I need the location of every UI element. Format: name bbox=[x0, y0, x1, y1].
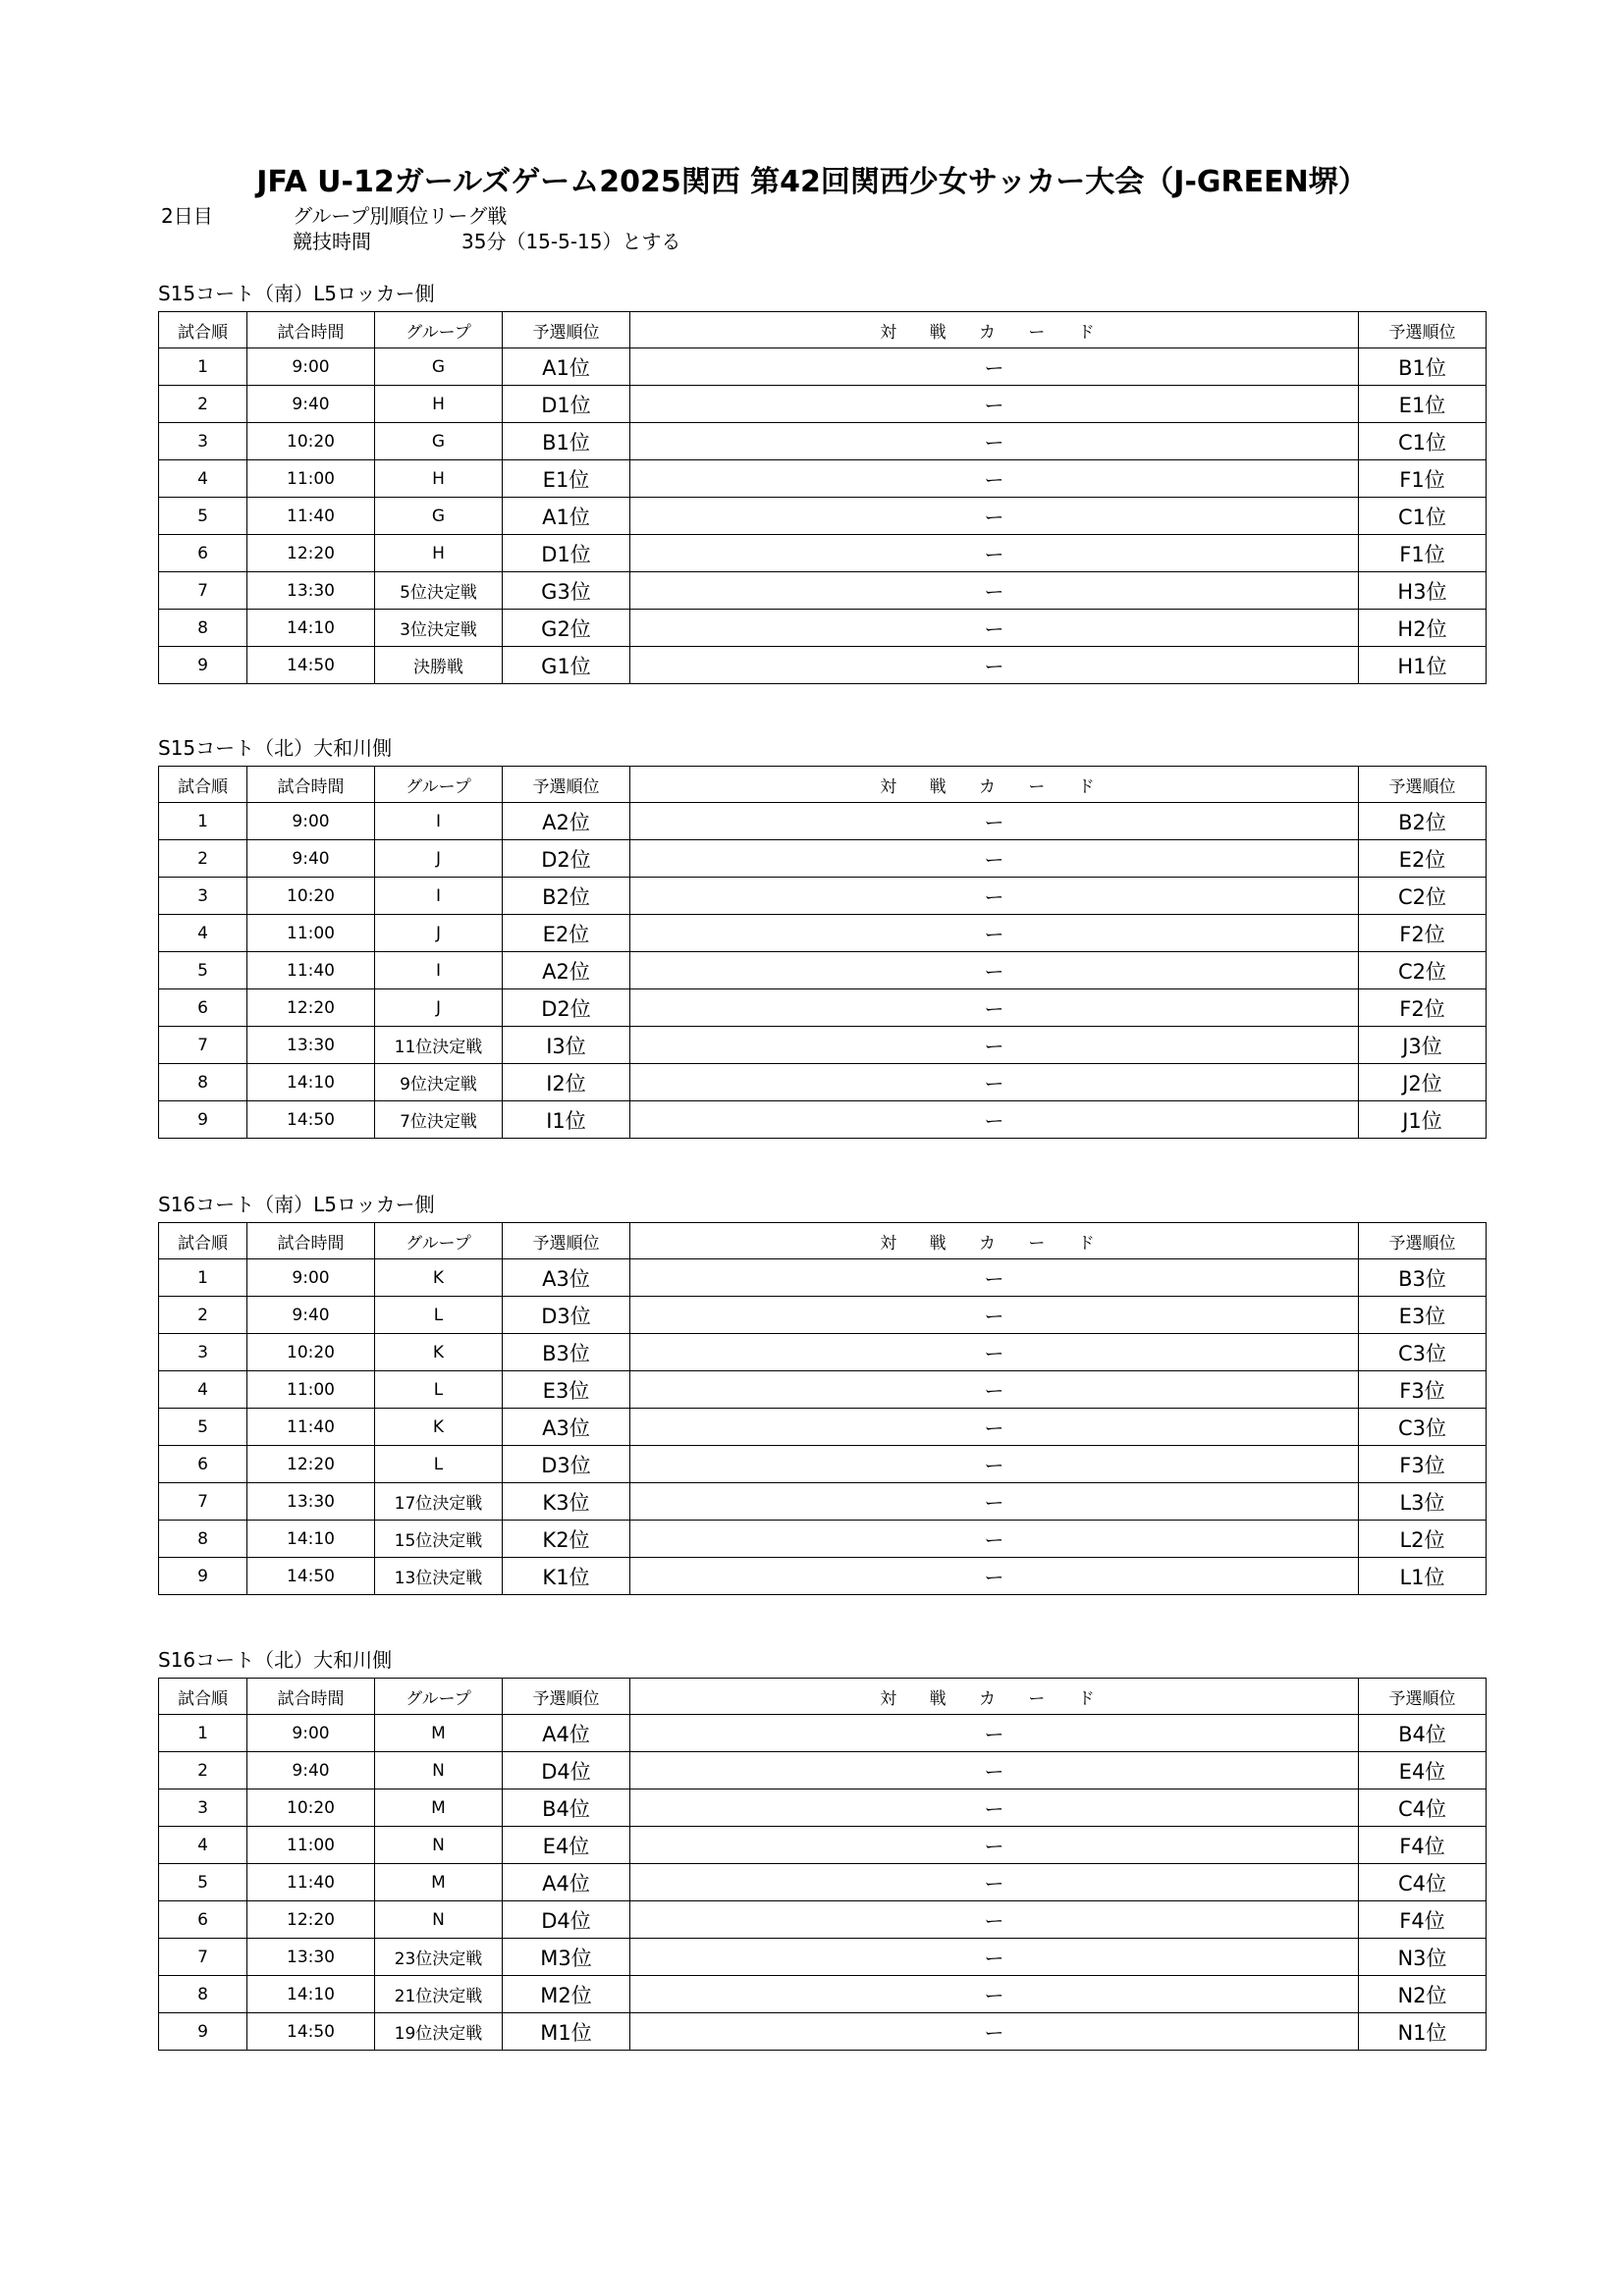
table-row bbox=[159, 647, 1487, 684]
column-header-match-time: 試合時間 bbox=[247, 312, 375, 348]
group-cell: J bbox=[375, 840, 503, 878]
table-row bbox=[159, 572, 1487, 610]
table-row bbox=[159, 460, 1487, 498]
court-title: S16コート（北）大和川側 bbox=[158, 1648, 393, 1672]
qualifying-rank-left-cell: B1位 bbox=[503, 423, 630, 460]
match-card-cell: ー bbox=[630, 1558, 1359, 1595]
qualifying-rank-right-cell: F4位 bbox=[1359, 1827, 1487, 1864]
court-section bbox=[158, 734, 1486, 1139]
table-row bbox=[159, 610, 1487, 647]
match-card-cell: ー bbox=[630, 1297, 1359, 1334]
qualifying-rank-right-cell: C1位 bbox=[1359, 498, 1487, 535]
match-time-cell: 11:00 bbox=[247, 460, 375, 498]
qualifying-rank-left-cell: G3位 bbox=[503, 572, 630, 610]
group-cell: 5位決定戦 bbox=[375, 572, 503, 610]
match-order-cell: 9 bbox=[159, 1558, 247, 1595]
qualifying-rank-right-cell: F4位 bbox=[1359, 1901, 1487, 1939]
qualifying-rank-right-cell: E4位 bbox=[1359, 1752, 1487, 1789]
table-row bbox=[159, 915, 1487, 952]
table-row bbox=[159, 803, 1487, 840]
group-cell: 9位決定戦 bbox=[375, 1064, 503, 1101]
qualifying-rank-left-cell: K2位 bbox=[503, 1521, 630, 1558]
match-time-cell: 9:00 bbox=[247, 1715, 375, 1752]
qualifying-rank-left-cell: D1位 bbox=[503, 535, 630, 572]
match-card-cell: ー bbox=[630, 348, 1359, 386]
column-header-match-order: 試合順 bbox=[159, 1223, 247, 1259]
match-time-cell: 9:00 bbox=[247, 1259, 375, 1297]
match-order-cell: 3 bbox=[159, 1789, 247, 1827]
header-row bbox=[159, 1679, 1487, 1715]
match-card-cell: ー bbox=[630, 1715, 1359, 1752]
qualifying-rank-right-cell: C1位 bbox=[1359, 423, 1487, 460]
qualifying-rank-right-cell: N2位 bbox=[1359, 1976, 1487, 2013]
column-header-match-card: 対 戦 カ ー ド bbox=[630, 312, 1359, 348]
group-cell: L bbox=[375, 1297, 503, 1334]
match-time-cell: 11:00 bbox=[247, 915, 375, 952]
duration-label: 競技時間 bbox=[293, 230, 371, 253]
group-cell: H bbox=[375, 460, 503, 498]
match-order-cell: 6 bbox=[159, 535, 247, 572]
group-cell: 23位決定戦 bbox=[375, 1939, 503, 1976]
match-order-cell: 4 bbox=[159, 915, 247, 952]
qualifying-rank-left-cell: E3位 bbox=[503, 1371, 630, 1409]
match-time-cell: 13:30 bbox=[247, 1483, 375, 1521]
match-order-cell: 3 bbox=[159, 423, 247, 460]
qualifying-rank-left-cell: A4位 bbox=[503, 1715, 630, 1752]
table-row bbox=[159, 1715, 1487, 1752]
match-card-cell: ー bbox=[630, 1259, 1359, 1297]
match-order-cell: 2 bbox=[159, 1752, 247, 1789]
table-row bbox=[159, 1827, 1487, 1864]
qualifying-rank-right-cell: H1位 bbox=[1359, 647, 1487, 684]
table-row bbox=[159, 1371, 1487, 1409]
match-time-cell: 10:20 bbox=[247, 1334, 375, 1371]
header-row bbox=[159, 1223, 1487, 1259]
qualifying-rank-right-cell: E2位 bbox=[1359, 840, 1487, 878]
group-cell: 19位決定戦 bbox=[375, 2013, 503, 2051]
table-row bbox=[159, 1789, 1487, 1827]
match-order-cell: 4 bbox=[159, 1827, 247, 1864]
match-time-cell: 13:30 bbox=[247, 572, 375, 610]
table-row bbox=[159, 386, 1487, 423]
group-cell: K bbox=[375, 1334, 503, 1371]
qualifying-rank-left-cell: I3位 bbox=[503, 1027, 630, 1064]
header-row bbox=[159, 312, 1487, 348]
qualifying-rank-left-cell: A1位 bbox=[503, 348, 630, 386]
match-order-cell: 5 bbox=[159, 952, 247, 989]
group-cell: 決勝戦 bbox=[375, 647, 503, 684]
schedule-table bbox=[158, 766, 1487, 1139]
table-row bbox=[159, 423, 1487, 460]
table-row bbox=[159, 1409, 1487, 1446]
column-header-qualifying-rank-left: 予選順位 bbox=[503, 312, 630, 348]
group-cell: I bbox=[375, 803, 503, 840]
match-card-cell: ー bbox=[630, 1334, 1359, 1371]
match-time-cell: 10:20 bbox=[247, 1789, 375, 1827]
match-time-cell: 14:50 bbox=[247, 1101, 375, 1139]
group-cell: L bbox=[375, 1446, 503, 1483]
table-row bbox=[159, 1064, 1487, 1101]
court-title: S15コート（南）L5ロッカー側 bbox=[158, 282, 435, 305]
table-row bbox=[159, 1027, 1487, 1064]
match-card-cell: ー bbox=[630, 460, 1359, 498]
match-time-cell: 11:40 bbox=[247, 952, 375, 989]
day-label: 2日目 bbox=[161, 204, 213, 228]
qualifying-rank-right-cell: J1位 bbox=[1359, 1101, 1487, 1139]
group-cell: 17位決定戦 bbox=[375, 1483, 503, 1521]
match-time-cell: 13:30 bbox=[247, 1939, 375, 1976]
match-order-cell: 6 bbox=[159, 1446, 247, 1483]
match-card-cell: ー bbox=[630, 647, 1359, 684]
match-card-cell: ー bbox=[630, 1939, 1359, 1976]
match-time-cell: 10:20 bbox=[247, 423, 375, 460]
match-order-cell: 6 bbox=[159, 1901, 247, 1939]
match-card-cell: ー bbox=[630, 915, 1359, 952]
column-header-match-time: 試合時間 bbox=[247, 1223, 375, 1259]
qualifying-rank-left-cell: A1位 bbox=[503, 498, 630, 535]
column-header-qualifying-rank-left: 予選順位 bbox=[503, 767, 630, 803]
qualifying-rank-left-cell: D1位 bbox=[503, 386, 630, 423]
match-card-cell: ー bbox=[630, 1864, 1359, 1901]
column-header-qualifying-rank-right: 予選順位 bbox=[1359, 1223, 1487, 1259]
group-cell: M bbox=[375, 1864, 503, 1901]
group-cell: I bbox=[375, 878, 503, 915]
table-row bbox=[159, 348, 1487, 386]
qualifying-rank-left-cell: K1位 bbox=[503, 1558, 630, 1595]
duration-value: 35分（15-5-15）とする bbox=[461, 230, 681, 253]
qualifying-rank-left-cell: E2位 bbox=[503, 915, 630, 952]
court-section bbox=[158, 1191, 1486, 1595]
match-order-cell: 3 bbox=[159, 1334, 247, 1371]
qualifying-rank-right-cell: F2位 bbox=[1359, 989, 1487, 1027]
match-time-cell: 14:10 bbox=[247, 1976, 375, 2013]
group-cell: N bbox=[375, 1901, 503, 1939]
qualifying-rank-right-cell: F1位 bbox=[1359, 535, 1487, 572]
match-time-cell: 12:20 bbox=[247, 1901, 375, 1939]
table-row bbox=[159, 1521, 1487, 1558]
match-time-cell: 9:40 bbox=[247, 1752, 375, 1789]
match-time-cell: 10:20 bbox=[247, 878, 375, 915]
match-order-cell: 7 bbox=[159, 1027, 247, 1064]
match-card-cell: ー bbox=[630, 840, 1359, 878]
match-card-cell: ー bbox=[630, 803, 1359, 840]
table-row bbox=[159, 2013, 1487, 2051]
table-row bbox=[159, 535, 1487, 572]
qualifying-rank-left-cell: B4位 bbox=[503, 1789, 630, 1827]
group-cell: K bbox=[375, 1409, 503, 1446]
match-card-cell: ー bbox=[630, 535, 1359, 572]
qualifying-rank-left-cell: I2位 bbox=[503, 1064, 630, 1101]
table-row bbox=[159, 1864, 1487, 1901]
qualifying-rank-left-cell: D2位 bbox=[503, 840, 630, 878]
table-row bbox=[159, 1334, 1487, 1371]
column-header-group: グループ bbox=[375, 767, 503, 803]
table-row bbox=[159, 1558, 1487, 1595]
match-order-cell: 7 bbox=[159, 572, 247, 610]
column-header-match-card: 対 戦 カ ー ド bbox=[630, 767, 1359, 803]
qualifying-rank-right-cell: C2位 bbox=[1359, 952, 1487, 989]
table-row bbox=[159, 878, 1487, 915]
column-header-qualifying-rank-right: 予選順位 bbox=[1359, 767, 1487, 803]
match-card-cell: ー bbox=[630, 1446, 1359, 1483]
match-order-cell: 5 bbox=[159, 1409, 247, 1446]
qualifying-rank-left-cell: D3位 bbox=[503, 1297, 630, 1334]
match-time-cell: 11:40 bbox=[247, 1409, 375, 1446]
match-card-cell: ー bbox=[630, 1521, 1359, 1558]
match-card-cell: ー bbox=[630, 989, 1359, 1027]
group-cell: I bbox=[375, 952, 503, 989]
page-title: JFA U-12ガールズゲーム2025関西 第42回関西少女サッカー大会（J-GREEN堺） bbox=[256, 165, 1368, 199]
match-order-cell: 7 bbox=[159, 1483, 247, 1521]
column-header-match-card: 対 戦 カ ー ド bbox=[630, 1679, 1359, 1715]
group-cell: K bbox=[375, 1259, 503, 1297]
schedule-table bbox=[158, 1222, 1487, 1595]
group-cell: 7位決定戦 bbox=[375, 1101, 503, 1139]
match-order-cell: 2 bbox=[159, 840, 247, 878]
qualifying-rank-right-cell: C3位 bbox=[1359, 1334, 1487, 1371]
qualifying-rank-left-cell: M1位 bbox=[503, 2013, 630, 2051]
table-row bbox=[159, 1901, 1487, 1939]
header-row bbox=[159, 767, 1487, 803]
table-row bbox=[159, 1297, 1487, 1334]
qualifying-rank-right-cell: C2位 bbox=[1359, 878, 1487, 915]
qualifying-rank-left-cell: B3位 bbox=[503, 1334, 630, 1371]
table-row bbox=[159, 840, 1487, 878]
match-time-cell: 13:30 bbox=[247, 1027, 375, 1064]
match-time-cell: 14:10 bbox=[247, 1521, 375, 1558]
qualifying-rank-right-cell: B3位 bbox=[1359, 1259, 1487, 1297]
column-header-group: グループ bbox=[375, 312, 503, 348]
match-time-cell: 12:20 bbox=[247, 989, 375, 1027]
column-header-group: グループ bbox=[375, 1679, 503, 1715]
match-order-cell: 7 bbox=[159, 1939, 247, 1976]
qualifying-rank-right-cell: C4位 bbox=[1359, 1864, 1487, 1901]
table-row bbox=[159, 952, 1487, 989]
qualifying-rank-left-cell: D4位 bbox=[503, 1752, 630, 1789]
match-card-cell: ー bbox=[630, 572, 1359, 610]
column-header-qualifying-rank-right: 予選順位 bbox=[1359, 312, 1487, 348]
match-time-cell: 14:10 bbox=[247, 610, 375, 647]
column-header-match-order: 試合順 bbox=[159, 767, 247, 803]
match-time-cell: 11:40 bbox=[247, 498, 375, 535]
court-section bbox=[158, 280, 1486, 684]
qualifying-rank-left-cell: D4位 bbox=[503, 1901, 630, 1939]
schedule-table bbox=[158, 1678, 1487, 2051]
column-header-qualifying-rank-left: 予選順位 bbox=[503, 1223, 630, 1259]
match-order-cell: 5 bbox=[159, 1864, 247, 1901]
match-order-cell: 8 bbox=[159, 1064, 247, 1101]
qualifying-rank-right-cell: H2位 bbox=[1359, 610, 1487, 647]
column-header-match-card: 対 戦 カ ー ド bbox=[630, 1223, 1359, 1259]
group-cell: H bbox=[375, 535, 503, 572]
match-time-cell: 9:40 bbox=[247, 386, 375, 423]
qualifying-rank-right-cell: N3位 bbox=[1359, 1939, 1487, 1976]
qualifying-rank-right-cell: B1位 bbox=[1359, 348, 1487, 386]
schedule-table bbox=[158, 311, 1487, 684]
qualifying-rank-left-cell: A2位 bbox=[503, 952, 630, 989]
table-row bbox=[159, 498, 1487, 535]
qualifying-rank-left-cell: G2位 bbox=[503, 610, 630, 647]
format-label: グループ別順位リーグ戦 bbox=[293, 204, 508, 228]
table-row bbox=[159, 1259, 1487, 1297]
qualifying-rank-right-cell: E3位 bbox=[1359, 1297, 1487, 1334]
qualifying-rank-left-cell: D2位 bbox=[503, 989, 630, 1027]
qualifying-rank-right-cell: B4位 bbox=[1359, 1715, 1487, 1752]
column-header-match-order: 試合順 bbox=[159, 312, 247, 348]
match-card-cell: ー bbox=[630, 1371, 1359, 1409]
qualifying-rank-left-cell: A3位 bbox=[503, 1409, 630, 1446]
qualifying-rank-right-cell: F3位 bbox=[1359, 1446, 1487, 1483]
match-time-cell: 9:00 bbox=[247, 348, 375, 386]
column-header-group: グループ bbox=[375, 1223, 503, 1259]
column-header-qualifying-rank-right: 予選順位 bbox=[1359, 1679, 1487, 1715]
match-order-cell: 1 bbox=[159, 1715, 247, 1752]
group-cell: M bbox=[375, 1715, 503, 1752]
match-order-cell: 8 bbox=[159, 1976, 247, 2013]
column-header-qualifying-rank-left: 予選順位 bbox=[503, 1679, 630, 1715]
match-order-cell: 6 bbox=[159, 989, 247, 1027]
match-time-cell: 9:40 bbox=[247, 1297, 375, 1334]
group-cell: 13位決定戦 bbox=[375, 1558, 503, 1595]
match-time-cell: 11:00 bbox=[247, 1827, 375, 1864]
qualifying-rank-left-cell: B2位 bbox=[503, 878, 630, 915]
match-time-cell: 14:50 bbox=[247, 1558, 375, 1595]
match-order-cell: 8 bbox=[159, 1521, 247, 1558]
match-order-cell: 1 bbox=[159, 1259, 247, 1297]
qualifying-rank-right-cell: F3位 bbox=[1359, 1371, 1487, 1409]
match-order-cell: 4 bbox=[159, 460, 247, 498]
group-cell: 3位決定戦 bbox=[375, 610, 503, 647]
match-order-cell: 2 bbox=[159, 1297, 247, 1334]
qualifying-rank-right-cell: H3位 bbox=[1359, 572, 1487, 610]
match-card-cell: ー bbox=[630, 1064, 1359, 1101]
qualifying-rank-left-cell: M3位 bbox=[503, 1939, 630, 1976]
match-card-cell: ー bbox=[630, 498, 1359, 535]
court-section bbox=[158, 1646, 1486, 2051]
match-card-cell: ー bbox=[630, 952, 1359, 989]
match-time-cell: 14:50 bbox=[247, 2013, 375, 2051]
qualifying-rank-left-cell: I1位 bbox=[503, 1101, 630, 1139]
group-cell: J bbox=[375, 915, 503, 952]
match-card-cell: ー bbox=[630, 1483, 1359, 1521]
match-card-cell: ー bbox=[630, 1101, 1359, 1139]
qualifying-rank-left-cell: M2位 bbox=[503, 1976, 630, 2013]
court-title: S15コート（北）大和川側 bbox=[158, 736, 393, 760]
match-card-cell: ー bbox=[630, 1789, 1359, 1827]
table-row bbox=[159, 1752, 1487, 1789]
table-row bbox=[159, 1976, 1487, 2013]
match-card-cell: ー bbox=[630, 878, 1359, 915]
group-cell: 15位決定戦 bbox=[375, 1521, 503, 1558]
group-cell: M bbox=[375, 1789, 503, 1827]
qualifying-rank-left-cell: G1位 bbox=[503, 647, 630, 684]
match-time-cell: 11:00 bbox=[247, 1371, 375, 1409]
match-time-cell: 14:10 bbox=[247, 1064, 375, 1101]
match-card-cell: ー bbox=[630, 386, 1359, 423]
match-order-cell: 9 bbox=[159, 647, 247, 684]
qualifying-rank-right-cell: F1位 bbox=[1359, 460, 1487, 498]
group-cell: J bbox=[375, 989, 503, 1027]
qualifying-rank-left-cell: D3位 bbox=[503, 1446, 630, 1483]
match-order-cell: 1 bbox=[159, 348, 247, 386]
match-order-cell: 9 bbox=[159, 1101, 247, 1139]
match-time-cell: 9:00 bbox=[247, 803, 375, 840]
match-order-cell: 1 bbox=[159, 803, 247, 840]
qualifying-rank-left-cell: A2位 bbox=[503, 803, 630, 840]
court-title: S16コート（南）L5ロッカー側 bbox=[158, 1193, 435, 1216]
match-time-cell: 11:40 bbox=[247, 1864, 375, 1901]
table-row bbox=[159, 1483, 1487, 1521]
group-cell: N bbox=[375, 1752, 503, 1789]
qualifying-rank-left-cell: A4位 bbox=[503, 1864, 630, 1901]
qualifying-rank-right-cell: L2位 bbox=[1359, 1521, 1487, 1558]
table-row bbox=[159, 1101, 1487, 1139]
qualifying-rank-left-cell: E1位 bbox=[503, 460, 630, 498]
match-card-cell: ー bbox=[630, 1976, 1359, 2013]
group-cell: G bbox=[375, 498, 503, 535]
column-header-match-time: 試合時間 bbox=[247, 767, 375, 803]
match-time-cell: 12:20 bbox=[247, 535, 375, 572]
qualifying-rank-right-cell: J3位 bbox=[1359, 1027, 1487, 1064]
table-row bbox=[159, 1939, 1487, 1976]
column-header-match-order: 試合順 bbox=[159, 1679, 247, 1715]
match-time-cell: 9:40 bbox=[247, 840, 375, 878]
qualifying-rank-right-cell: L1位 bbox=[1359, 1558, 1487, 1595]
match-order-cell: 4 bbox=[159, 1371, 247, 1409]
match-time-cell: 12:20 bbox=[247, 1446, 375, 1483]
qualifying-rank-right-cell: C3位 bbox=[1359, 1409, 1487, 1446]
match-card-cell: ー bbox=[630, 610, 1359, 647]
group-cell: N bbox=[375, 1827, 503, 1864]
column-header-match-time: 試合時間 bbox=[247, 1679, 375, 1715]
match-card-cell: ー bbox=[630, 423, 1359, 460]
qualifying-rank-left-cell: A3位 bbox=[503, 1259, 630, 1297]
group-cell: 21位決定戦 bbox=[375, 1976, 503, 2013]
match-order-cell: 8 bbox=[159, 610, 247, 647]
qualifying-rank-right-cell: F2位 bbox=[1359, 915, 1487, 952]
match-order-cell: 2 bbox=[159, 386, 247, 423]
match-card-cell: ー bbox=[630, 1752, 1359, 1789]
match-order-cell: 9 bbox=[159, 2013, 247, 2051]
qualifying-rank-right-cell: J2位 bbox=[1359, 1064, 1487, 1101]
match-order-cell: 5 bbox=[159, 498, 247, 535]
match-order-cell: 3 bbox=[159, 878, 247, 915]
qualifying-rank-left-cell: E4位 bbox=[503, 1827, 630, 1864]
match-card-cell: ー bbox=[630, 1027, 1359, 1064]
qualifying-rank-right-cell: C4位 bbox=[1359, 1789, 1487, 1827]
group-cell: L bbox=[375, 1371, 503, 1409]
qualifying-rank-right-cell: N1位 bbox=[1359, 2013, 1487, 2051]
table-row bbox=[159, 989, 1487, 1027]
qualifying-rank-right-cell: B2位 bbox=[1359, 803, 1487, 840]
qualifying-rank-left-cell: K3位 bbox=[503, 1483, 630, 1521]
group-cell: H bbox=[375, 386, 503, 423]
match-time-cell: 14:50 bbox=[247, 647, 375, 684]
match-card-cell: ー bbox=[630, 1409, 1359, 1446]
match-card-cell: ー bbox=[630, 1901, 1359, 1939]
qualifying-rank-right-cell: E1位 bbox=[1359, 386, 1487, 423]
group-cell: G bbox=[375, 423, 503, 460]
match-card-cell: ー bbox=[630, 2013, 1359, 2051]
match-card-cell: ー bbox=[630, 1827, 1359, 1864]
group-cell: 11位決定戦 bbox=[375, 1027, 503, 1064]
table-row bbox=[159, 1446, 1487, 1483]
group-cell: G bbox=[375, 348, 503, 386]
qualifying-rank-right-cell: L3位 bbox=[1359, 1483, 1487, 1521]
